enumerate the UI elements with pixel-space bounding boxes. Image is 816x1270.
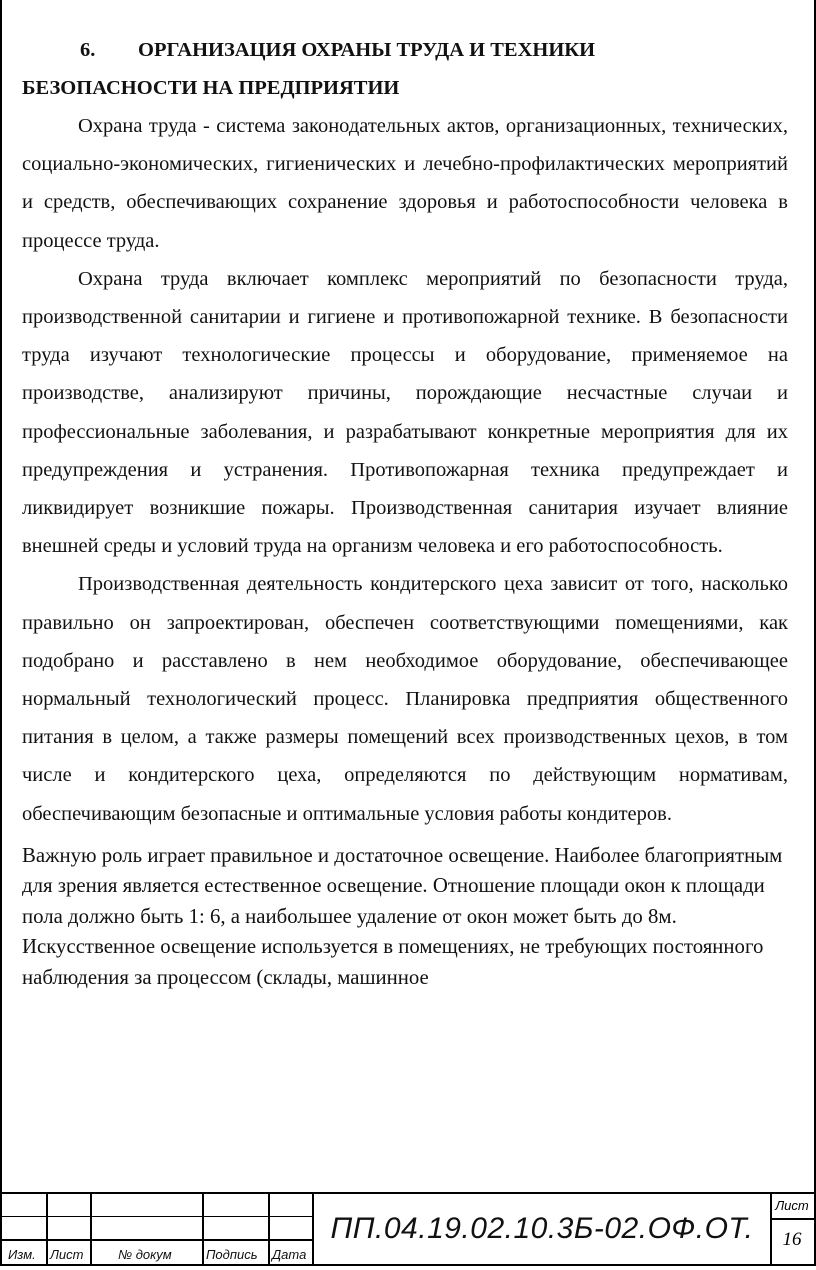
document-code: ПП.04.19.02.10.3Б-02.ОФ.ОТ. xyxy=(312,1194,772,1264)
sheet-label: Лист xyxy=(770,1194,814,1220)
grid-col-divider xyxy=(90,1194,92,1264)
revision-grid xyxy=(2,1194,312,1264)
document-body xyxy=(22,0,788,993)
grid-col-divider xyxy=(46,1194,48,1264)
sheet-number: 16 xyxy=(782,1229,802,1250)
paragraph-1: Охрана труда - система законодательных актов, организационных, технических, социально-экономических, гигиенических и лечебно-профилактических мероприятий и средств, обеспечивающих сохранение здоровья и работоспособности человека в процессе труда. xyxy=(22,115,788,252)
label-list: Лист xyxy=(50,1247,84,1262)
heading-line-2: БЕЗОПАСНОСТИ НА ПРЕДПРИЯТИИ xyxy=(22,77,400,99)
sheet-number-box xyxy=(770,1194,814,1264)
title-block-stamp xyxy=(2,1192,814,1264)
label-signature: Подпись xyxy=(206,1247,258,1262)
paragraph-4: Важную роль играет правильное и достаточное освещение. Наиболее благоприятным для зрения является естественное освещение. Отношение площади окон к площади пола должно быть 1: 6, а наибольшее удаление от окон может быть до 8м. Искусственное освещение используется в помещениях, не требующих постоянного наблюдения за процессом (склады, машинное xyxy=(22,843,783,989)
label-date: Дата xyxy=(272,1247,307,1262)
grid-col-divider xyxy=(202,1194,204,1264)
heading-line-1 xyxy=(22,31,788,69)
paragraph-2: Охрана труда включает комплекс мероприятий по безопасности труда, производственной санитарии и гигиене и противопожарной технике. В безопасности труда изучают технологические процессы и оборудование, применяемое на производстве, анализируют причины, порождающие несчастные случаи и профессиональные заболевания, и разрабатывают конкретные мероприятия для их предупреждения и устранения. Противопожарная техника предупреждает и ликвидирует возникшие пожары. Производственная санитария изучает влияние внешней среды и условий труда на организм человека и его работоспособность. xyxy=(22,267,788,558)
grid-col-divider xyxy=(268,1194,270,1264)
paragraph-3: Производственная деятельность кондитерского цеха зависит от того, насколько правильно он запроектирован, обеспечен соответствующими помещениями, как подобрано и расставлено в нем необходимое оборудование, обеспечивающее нормальный технологический процесс. Планировка предприятия общественного питания в целом, а также размеры помещений всех производственных цехов, в том числе и кондитерского цеха, определяются по действующим нормативам, обеспечивающим безопасные и оптимальные условия работы кондитеров. xyxy=(22,573,788,825)
grid-row-divider xyxy=(2,1239,312,1241)
label-doc-number: № докум xyxy=(118,1247,172,1262)
section-number: 6. xyxy=(80,39,96,61)
section-heading xyxy=(22,31,788,107)
heading-line-1-text: ОРГАНИЗАЦИЯ ОХРАНЫ ТРУДА И ТЕХНИКИ xyxy=(138,39,596,61)
grid-row-divider xyxy=(2,1216,312,1217)
label-izm: Изм. xyxy=(8,1247,36,1262)
